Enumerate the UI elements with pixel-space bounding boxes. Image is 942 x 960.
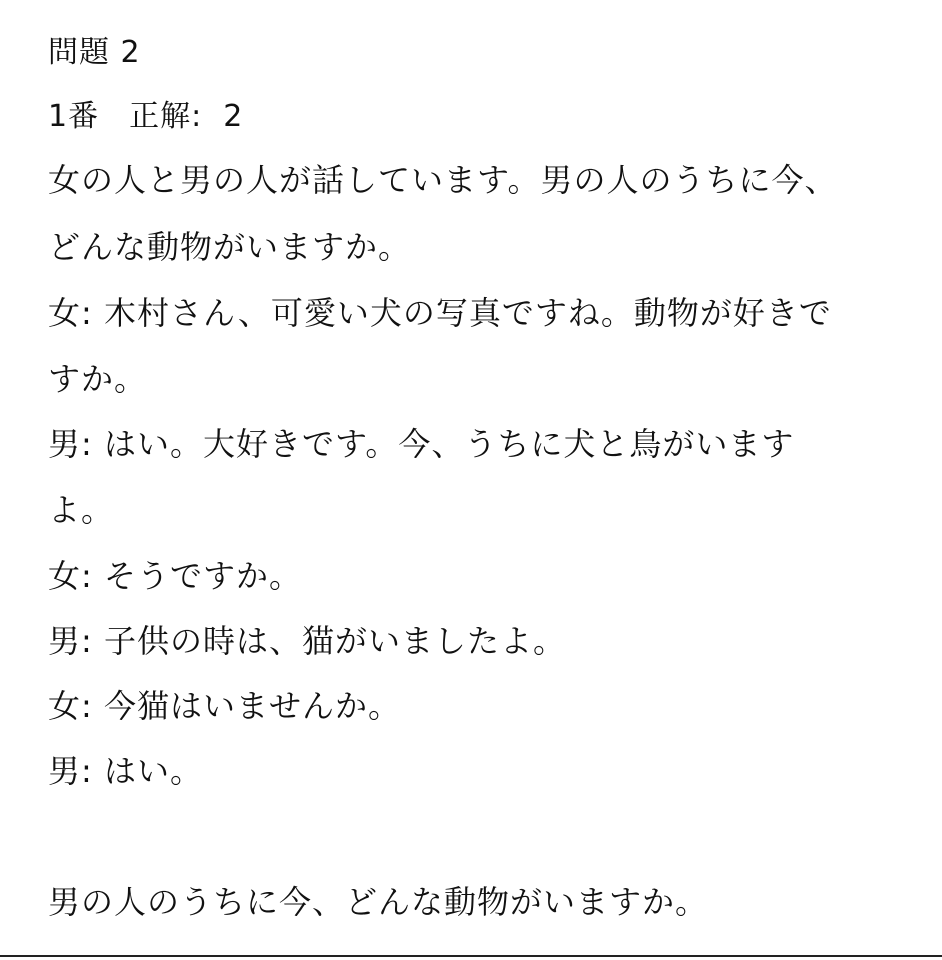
dialogue-line	[48, 293, 832, 333]
prompt-line-1: 女の人と男の人が話しています。男の人のうちに今、	[48, 161, 838, 199]
dialogue-line	[48, 556, 302, 596]
speaker-label: 女:	[48, 557, 93, 595]
answer-label: 正解:	[129, 99, 203, 134]
speaker-label: 女:	[48, 687, 93, 725]
heading-text: 問題 2	[48, 35, 141, 70]
section-heading	[48, 33, 141, 73]
dialogue-continuation: すか。	[48, 360, 148, 398]
speaker-label: 男:	[48, 425, 93, 463]
bottom-divider	[0, 955, 942, 957]
dialogue-text: 子供の時は、猫がいましたよ。	[103, 622, 566, 660]
answer-line	[48, 97, 243, 137]
answer-value: 2	[223, 99, 244, 134]
dialogue-text: はい。	[103, 752, 203, 790]
speaker-label: 男:	[48, 622, 93, 660]
speaker-label: 男:	[48, 752, 93, 790]
dialogue-line	[48, 621, 566, 661]
dialogue-text: そうですか。	[103, 557, 302, 595]
dialogue-text: 木村さん、可愛い犬の写真ですね。動物が好きで	[103, 294, 832, 332]
final-question: 男の人のうちに今、どんな動物がいますか。	[48, 883, 709, 921]
speaker-label: 女:	[48, 294, 93, 332]
dialogue-continuation: よ。	[48, 491, 115, 529]
dialogue-text: はい。大好きです。今、うちに犬と鳥がいます	[103, 425, 795, 463]
prompt-line-2: どんな動物がいますか。	[48, 228, 412, 266]
dialogue-text: 今猫はいませんか。	[103, 687, 401, 725]
question-number: 1番	[48, 99, 100, 134]
dialogue-line	[48, 751, 203, 791]
dialogue-line	[48, 686, 401, 726]
dialogue-line	[48, 424, 794, 464]
